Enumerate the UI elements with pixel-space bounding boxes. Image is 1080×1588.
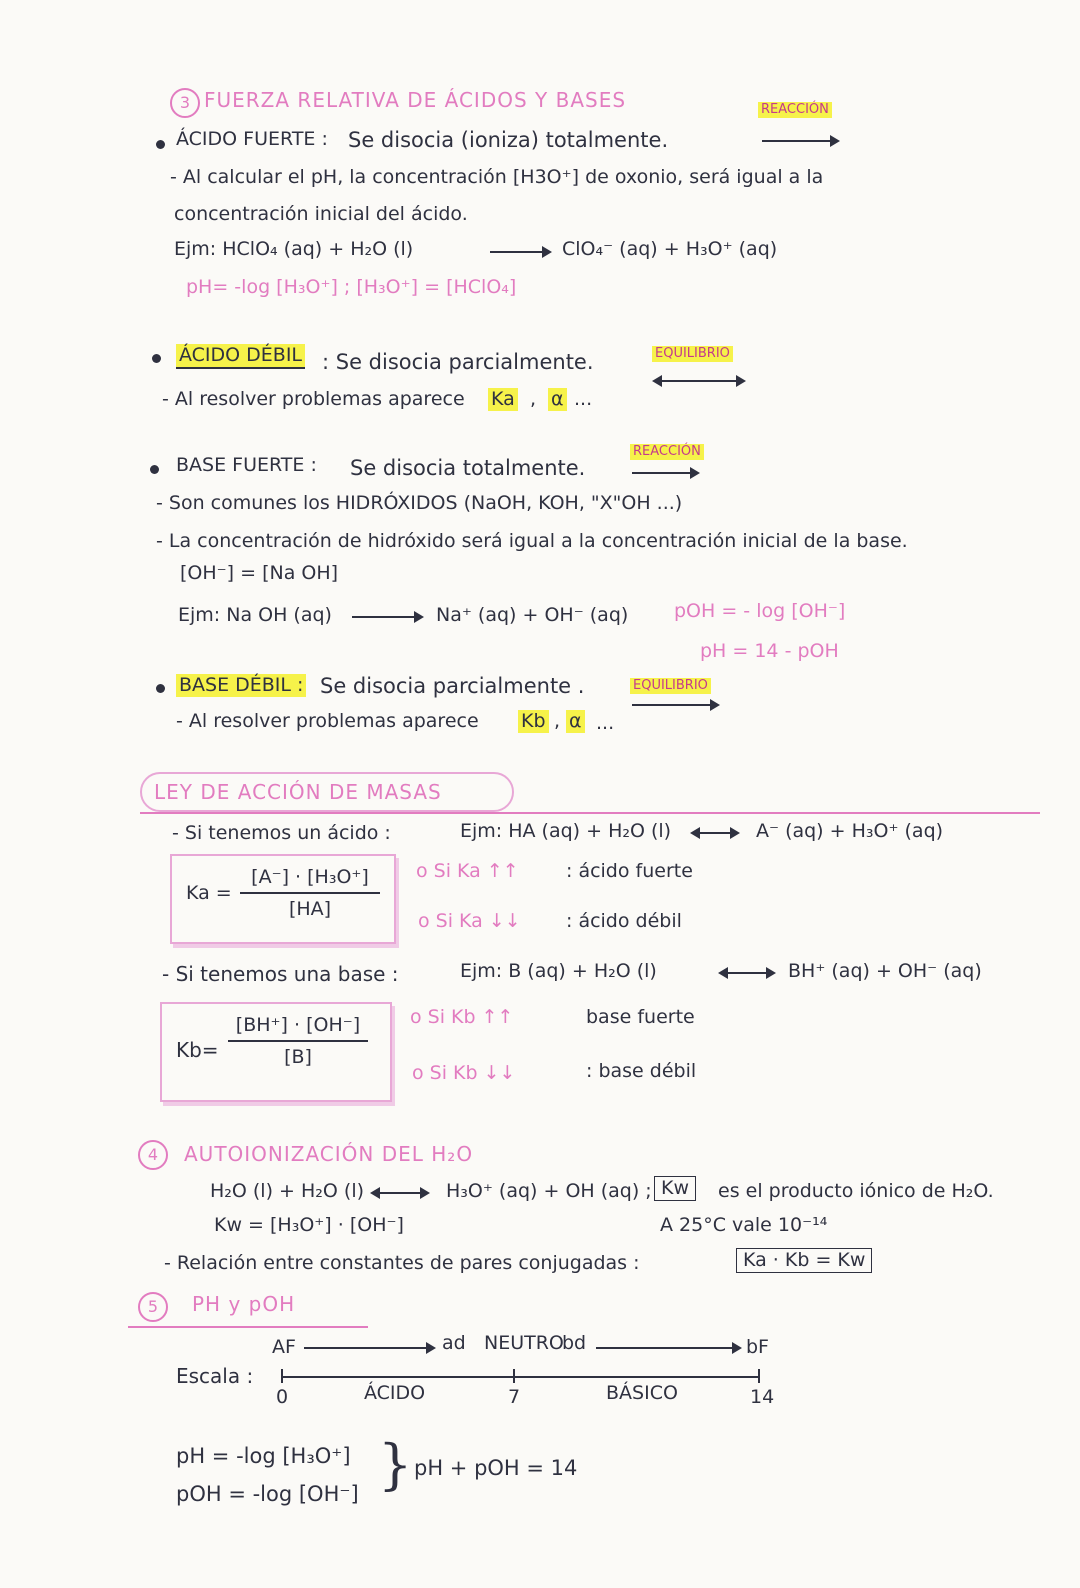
acid-example-products: A⁻ (aq) + H₃O⁺ (aq) <box>756 820 944 842</box>
ka-kb-kw-box: Ka · Kb = Kw <box>736 1248 872 1273</box>
kb-up: o Si Kb ↑↑ <box>410 1006 514 1028</box>
conjugate-relation: - Relación entre constantes de pares conjugadas : <box>164 1252 640 1274</box>
bullet-icon <box>152 354 161 363</box>
comma: , <box>530 388 537 410</box>
ka-highlight: Ka <box>488 388 518 411</box>
divider <box>128 1326 368 1328</box>
scale-acido: ÁCIDO <box>364 1382 426 1404</box>
base-fuerte-label: BASE FUERTE : <box>176 454 317 476</box>
kw-description: es el producto iónico de H₂O. <box>718 1180 994 1202</box>
ka-up-text: : ácido fuerte <box>566 860 693 882</box>
comma: , <box>554 710 561 732</box>
acid-intro: - Si tenemos un ácido : <box>172 822 391 844</box>
fraction-bar <box>228 1040 368 1042</box>
scale-14: 14 <box>750 1386 775 1408</box>
base-debil-desc: Se disocia parcialmente . <box>320 674 585 698</box>
poh-definition: pOH = -log [OH⁻] <box>176 1482 359 1506</box>
alpha-highlight: α <box>566 710 585 733</box>
scale-0: 0 <box>276 1386 289 1408</box>
ka-denominator: [HA] <box>288 897 332 920</box>
base-example: Ejm: B (aq) + H₂O (l) <box>460 960 657 982</box>
ka-fraction <box>240 866 380 920</box>
kb-highlight: Kb <box>518 710 549 733</box>
kb-fraction <box>228 1014 368 1068</box>
scale-af: AF <box>272 1336 296 1358</box>
arrow-right-icon <box>596 1347 740 1349</box>
acido-debil-desc: : Se disocia parcialmente. <box>322 350 594 374</box>
ph-scale-line <box>282 1376 760 1378</box>
fraction-bar <box>240 892 380 894</box>
ph-definition: pH = -log [H₃O⁺] <box>176 1444 351 1468</box>
kw-box: Kw <box>654 1176 696 1201</box>
scale-7: 7 <box>508 1386 521 1408</box>
base-fuerte-example-products: Na⁺ (aq) + OH⁻ (aq) <box>436 604 629 626</box>
reaccion-label: REACCIÓN <box>630 444 704 460</box>
acido-fuerte-line1: - Al calcular el pH, la concentración [H3O⁺] de oxonio, será igual a la <box>170 166 824 188</box>
kb-numerator: [BH⁺] · [OH⁻] <box>235 1014 361 1036</box>
brace-icon: } <box>378 1433 413 1496</box>
scale-basico: BÁSICO <box>606 1382 678 1404</box>
acido-fuerte-example: Ejm: HClO₄ (aq) + H₂O (l) <box>174 238 414 260</box>
alpha-highlight: α <box>548 388 567 411</box>
scale-label: Escala : <box>176 1364 254 1388</box>
acido-fuerte-desc: Se disocia (ioniza) totalmente. <box>348 128 669 152</box>
base-fuerte-example: Ejm: Na OH (aq) <box>178 604 332 626</box>
scale-bd: bd <box>562 1332 587 1354</box>
acido-fuerte-label: ÁCIDO FUERTE : <box>176 128 328 150</box>
section-number-3: 3 <box>170 88 200 118</box>
base-fuerte-line1: - Son comunes los HIDRÓXIDOS (NaOH, KOH, "X"OH ...) <box>156 492 683 514</box>
kb-down-text: : base débil <box>586 1060 697 1082</box>
scale-bf: bF <box>746 1336 769 1358</box>
base-intro: - Si tenemos una base : <box>162 962 399 986</box>
base-example-products: BH⁺ (aq) + OH⁻ (aq) <box>788 960 982 982</box>
bullet-icon <box>156 684 165 693</box>
scale-ad: ad <box>442 1332 466 1354</box>
ka-down-text: : ácido débil <box>566 910 682 932</box>
autoionization-products: H₃O⁺ (aq) + OH (aq) ; <box>446 1180 652 1202</box>
bullet-icon <box>150 465 159 474</box>
section-title: FUERZA RELATIVA DE ÁCIDOS Y BASES <box>204 88 627 112</box>
double-arrow-icon <box>720 972 774 974</box>
kw-formula: Kw = [H₃O⁺] · [OH⁻] <box>214 1214 404 1236</box>
arrow-right-icon <box>490 251 550 253</box>
ka-numerator: [A⁻] · [H₃O⁺] <box>251 866 369 888</box>
kw-value: A 25°C vale 10⁻¹⁴ <box>660 1214 828 1236</box>
ph-poh-sum: pH + pOH = 14 <box>414 1456 578 1480</box>
scale-neutro: NEUTRO <box>484 1332 564 1354</box>
equilibrio-label: EQUILIBRIO <box>630 678 711 694</box>
scale-tick <box>758 1369 760 1383</box>
double-arrow-icon <box>692 832 738 834</box>
ellipsis: ... <box>596 712 615 734</box>
autoionization-equation: H₂O (l) + H₂O (l) <box>210 1180 365 1202</box>
ph-formula: pH = 14 - pOH <box>700 640 839 662</box>
s4-title: AUTOIONIZACIÓN DEL H₂O <box>184 1142 474 1166</box>
base-fuerte-desc: Se disocia totalmente. <box>350 456 586 480</box>
equilibrio-label: EQUILIBRIO <box>652 346 733 362</box>
poh-formula: pOH = - log [OH⁻] <box>674 600 846 622</box>
kb-down: o Si Kb ↓↓ <box>412 1062 516 1084</box>
section-number-5: 5 <box>138 1292 168 1322</box>
s5-title: PH y pOH <box>192 1292 296 1316</box>
acido-fuerte-formula: pH= -log [H₃O⁺] ; [H₃O⁺] = [HClO₄] <box>186 276 517 298</box>
base-debil-line1: - Al resolver problemas aparece <box>176 710 479 732</box>
base-fuerte-line3: [OH⁻] = [Na OH] <box>180 562 339 584</box>
base-debil-label: BASE DÉBIL : <box>176 674 306 697</box>
scale-tick <box>281 1369 283 1383</box>
kb-up-text: base fuerte <box>586 1006 695 1028</box>
double-arrow-icon <box>654 380 744 382</box>
arrow-right-icon <box>632 472 698 474</box>
arrow-right-icon <box>762 140 838 142</box>
acido-debil-label: ÁCIDO DÉBIL <box>176 344 305 369</box>
bullet-icon <box>156 140 165 149</box>
ley-title: LEY DE ACCIÓN DE MASAS <box>154 780 442 804</box>
kb-denominator: [B] <box>284 1045 312 1068</box>
ka-up: o Si Ka ↑↑ <box>416 860 519 882</box>
acido-debil-line1: - Al resolver problemas aparece <box>162 388 465 410</box>
section-number-4: 4 <box>138 1140 168 1170</box>
ka-down: o Si Ka ↓↓ <box>418 910 521 932</box>
arrow-right-icon <box>632 704 718 706</box>
acido-fuerte-example-products: ClO₄⁻ (aq) + H₃O⁺ (aq) <box>562 238 778 260</box>
arrow-right-icon <box>352 616 422 618</box>
kb-label: Kb= <box>176 1038 219 1062</box>
acido-fuerte-line2: concentración inicial del ácido. <box>174 203 468 225</box>
ka-label: Ka = <box>186 882 232 904</box>
scale-tick <box>513 1369 515 1383</box>
divider <box>140 812 1040 814</box>
ellipsis: ... <box>574 388 593 410</box>
arrow-right-icon <box>304 1347 434 1349</box>
reaccion-label: REACCIÓN <box>758 102 832 118</box>
acid-example: Ejm: HA (aq) + H₂O (l) <box>460 820 672 842</box>
base-fuerte-line2: - La concentración de hidróxido será igual a la concentración inicial de la base. <box>156 530 908 552</box>
double-arrow-icon <box>372 1192 428 1194</box>
